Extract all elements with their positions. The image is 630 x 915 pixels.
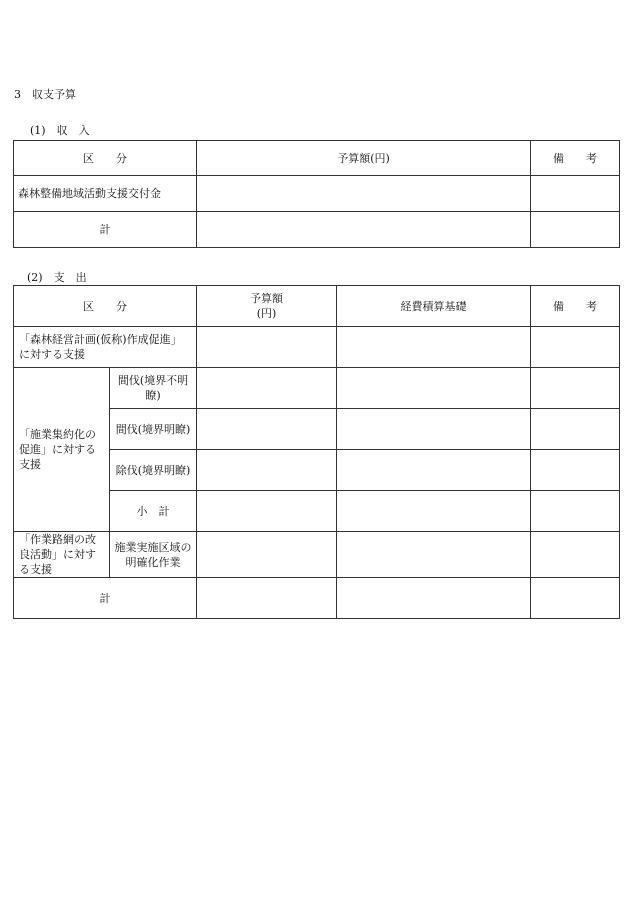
expenditure-title: (2) 支 出 [27,271,87,284]
expenditure-table [13,285,620,619]
exp-row-thinning-unclear: 間伐(境界不明瞭) [110,368,197,409]
exp-cell [531,491,620,532]
exp-row-subtotal: 小 計 [110,491,197,532]
exp-cell [337,491,531,532]
income-row-category: 森林整備地域活動支援交付金 [14,176,197,212]
exp-header-budget [197,286,337,327]
exp-cell [337,409,531,450]
exp-cell [197,409,337,450]
income-table [13,140,620,248]
exp-total-label: 計 [14,578,197,619]
exp-header-category: 区 分 [14,286,197,327]
exp-cell [197,450,337,491]
income-header-remarks: 備 考 [531,141,620,176]
income-header-category: 区 分 [14,141,197,176]
exp-header-remarks: 備 考 [531,286,620,327]
exp-cell [197,578,337,619]
section-title: 3 収支予算 [14,88,76,101]
exp-cell [531,327,620,368]
income-total-budget [197,212,531,248]
exp-cell [337,327,531,368]
income-header-budget: 予算額(円) [197,141,531,176]
exp-row-weeding-clear: 除伐(境界明瞭) [110,450,197,491]
exp-row-boundary: 施業実施区域の明確化作業 [110,532,197,578]
exp-header-budget-line1: 予算額 [250,292,283,305]
exp-row-consolidation: 「施業集約化の促進」に対する支援 [14,368,110,532]
exp-cell [337,368,531,409]
exp-header-budget-line2: (円) [256,307,277,320]
exp-cell [337,578,531,619]
exp-cell [531,368,620,409]
exp-row-road-network: 「作業路網の改良活動」に対する支援 [14,532,110,578]
exp-cell [531,450,620,491]
exp-cell [337,450,531,491]
income-total-remarks [531,212,620,248]
exp-row-thinning-clear: 間伐(境界明瞭) [110,409,197,450]
exp-header-basis: 経費積算基礎 [337,286,531,327]
exp-cell [531,578,620,619]
exp-cell [337,532,531,578]
exp-cell [197,368,337,409]
exp-cell [197,327,337,368]
exp-cell [531,409,620,450]
income-total-label: 計 [14,212,197,248]
income-row-remarks [531,176,620,212]
income-title: (1) 収 入 [30,124,90,137]
exp-cell [531,532,620,578]
exp-row-plan: 「森林経営計画(仮称)作成促進」に対する支援 [14,327,197,368]
income-row-budget [197,176,531,212]
exp-cell [197,532,337,578]
exp-cell [197,491,337,532]
